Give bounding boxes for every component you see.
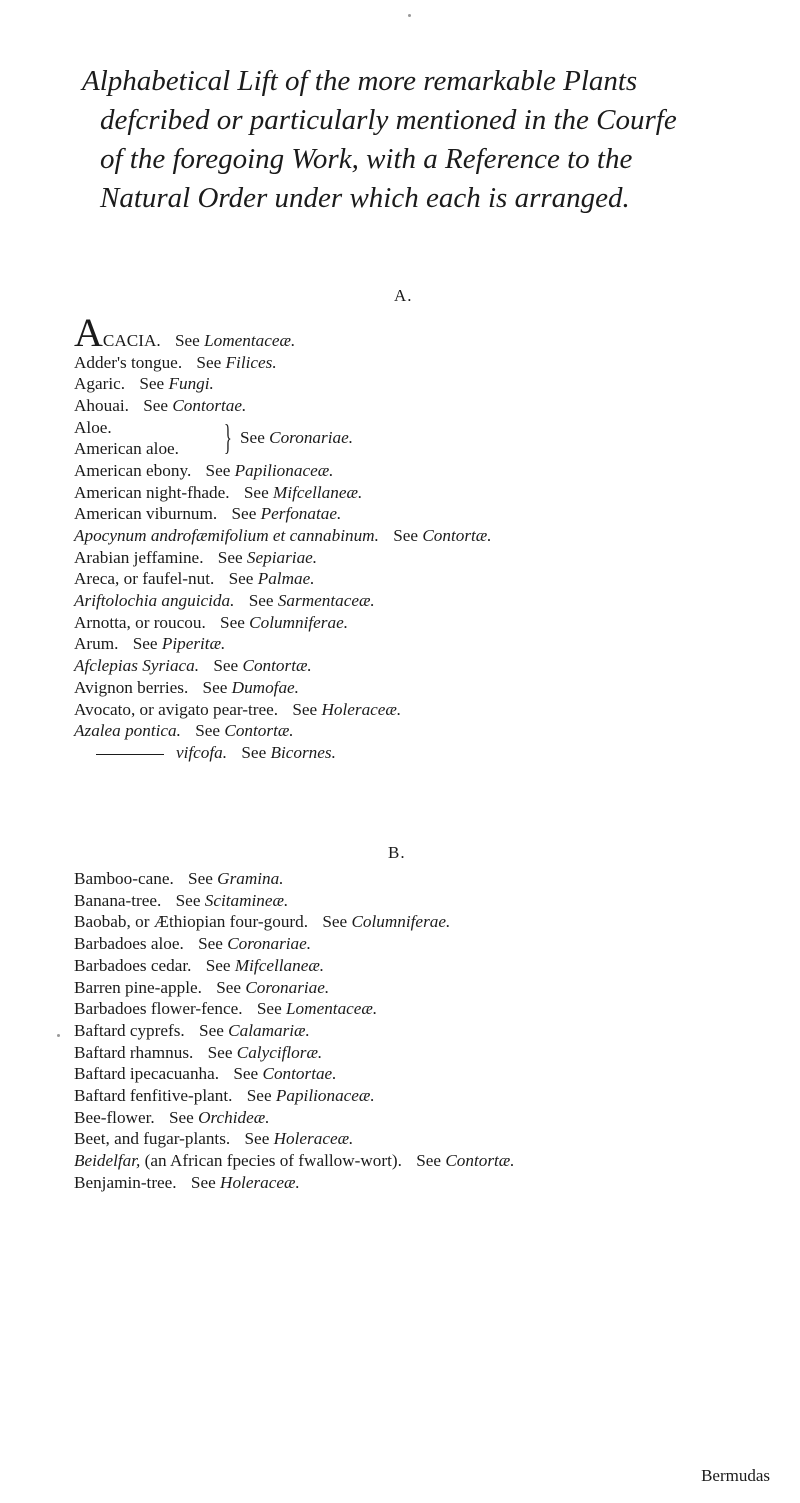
paper-speck: [408, 14, 411, 17]
list-item: Arum. See Piperitæ.: [74, 634, 226, 654]
entry-order: Dumofae.: [231, 677, 299, 697]
list-item: Avignon berries. See Dumofae.: [74, 677, 299, 697]
entry-name: Ariftolochia anguicida.: [74, 591, 235, 611]
entry-order: Sepiariae.: [246, 547, 318, 567]
entry-name: Azalea pontica.: [74, 721, 181, 741]
entry-name: vifcofa.: [176, 742, 228, 762]
list-item: vifcofa. See Bicornes.: [74, 742, 774, 764]
list-item: Bee-flower. See Orchideæ.: [74, 1107, 270, 1127]
bracketed-entry: Aloe. American aloe. } See Coronariae.: [74, 416, 353, 458]
entry-name: Avignon berries.: [74, 677, 189, 697]
title-line: of the foregoing Work, with a Reference to the: [100, 143, 633, 175]
entry-name: American viburnum.: [74, 504, 218, 524]
entry-order: Contortae.: [172, 396, 247, 416]
paper-speck: [57, 1034, 60, 1037]
entry-order: Contortæ.: [445, 1151, 515, 1171]
entry-order: Lomentaceæ.: [286, 999, 378, 1019]
title-line: defcribed or particularly mentioned in the Courfe: [100, 104, 677, 136]
entry-name: Ahouai.: [74, 396, 129, 416]
entry-order: Mifcellaneæ.: [273, 482, 363, 502]
title-line: Alphabetical Lift of the more remarkable Plants: [82, 65, 638, 97]
entry-order: Coronariae.: [269, 427, 353, 447]
entry-name: Adder's tongue.: [74, 352, 183, 372]
list-item: Beet, and fugar-plants. See Holeraceæ.: [74, 1129, 354, 1149]
list-item: Areca, or faufel-nut. See Palmae.: [74, 569, 315, 589]
list-item: Barbadoes flower-fence. See Lomentaceæ.: [74, 999, 378, 1019]
entry-name: Agaric.: [74, 374, 126, 394]
catchword: Bermudas: [701, 1466, 770, 1485]
entry-order: Holeraceæ.: [273, 1129, 354, 1149]
list-item: Avocato, or avigato pear-tree. See Holeraceæ.: [74, 699, 402, 719]
entry-name: Barbadoes cedar.: [74, 955, 192, 975]
entry-name: Baftard fenfitive-plant.: [74, 1086, 233, 1106]
entry-order: Holeraceæ.: [321, 699, 402, 719]
ditto-dash: [96, 754, 164, 755]
entry-order: Columniferae.: [249, 612, 348, 632]
list-item: Arnotta, or roucou. See Columniferae.: [74, 612, 348, 632]
entry-name: Areca, or faufel-nut.: [74, 569, 215, 589]
entry-order: Piperitæ.: [161, 634, 226, 654]
entry-order: Calamariæ.: [228, 1020, 310, 1040]
entry-order: Columniferae.: [351, 912, 451, 932]
list-item: American night-fhade. See Mifcellaneæ.: [74, 482, 363, 502]
section-heading-a: A.: [394, 286, 413, 305]
section-a-entries: [74, 310, 774, 764]
entry-name: Barren pine-apple.: [74, 977, 202, 997]
list-item: Baftard cyprefs. See Calamariæ.: [74, 1020, 310, 1040]
list-item: Agaric. See Fungi.: [74, 374, 214, 394]
title-line: Natural Order under which each is arranged.: [100, 182, 630, 214]
list-item: Baftard ipecacuanha. See Contortae.: [74, 1064, 337, 1084]
list-item: Adder's tongue. See Filices.: [74, 352, 277, 372]
list-item: American viburnum. See Perfonatae.: [74, 504, 342, 524]
brace-icon: }: [224, 416, 232, 457]
list-item: Afclepias Syriaca. See Contortæ.: [74, 656, 312, 676]
entry-order: Calycifloræ.: [236, 1042, 323, 1062]
entry-order: Contortæ.: [422, 525, 492, 545]
list-item: Ahouai. See Contortae.: [74, 396, 247, 416]
entry-order: Gramina.: [217, 869, 284, 888]
list-item: ACACIA. See Lomentaceæ.: [74, 310, 296, 355]
entry-name: Bee-flower.: [74, 1107, 155, 1127]
list-item: Banana-tree. See Scitamineæ.: [74, 890, 289, 910]
entry-name: Benjamin-tree.: [74, 1172, 177, 1192]
entry-order: Coronariae.: [245, 977, 330, 997]
entry-order: Coronariae.: [227, 934, 312, 954]
entry-name: American ebony.: [74, 460, 192, 480]
entry-name: Banana-tree.: [74, 890, 162, 910]
entry-order: Fungi.: [168, 374, 214, 394]
list-item: Arabian jeffamine. See Sepiariae.: [74, 547, 318, 567]
list-item: American ebony. See Papilionaceæ.: [74, 460, 334, 480]
entry-name: Aloe.: [74, 417, 112, 437]
entry-order: Scitamineæ.: [204, 890, 289, 910]
entry-name: Arnotta, or roucou.: [74, 612, 206, 632]
entry-name: Baftard cyprefs.: [74, 1020, 185, 1040]
entry-name: Arum.: [74, 634, 119, 654]
entry-name: CACIA.: [102, 331, 161, 350]
entry-order: Holeraceæ.: [220, 1172, 300, 1192]
list-item: Benjamin-tree. See Holeraceæ.: [74, 1172, 300, 1192]
list-item: Baftard fenfitive-plant. See Papilionaceæ.: [74, 1086, 375, 1106]
entry-name: American night-fhade.: [74, 482, 230, 502]
entry-name: Barbadoes flower-fence.: [74, 999, 243, 1019]
entry-name: Arabian jeffamine.: [74, 547, 204, 567]
entry-name: American aloe.: [74, 438, 179, 458]
entry-order: Orchideæ.: [198, 1107, 270, 1127]
list-item: Baftard rhamnus. See Calycifloræ.: [74, 1042, 323, 1062]
entry-name: Afclepias Syriaca.: [74, 656, 200, 676]
entry-order: Sarmentaceæ.: [277, 591, 375, 611]
entry-name: Bamboo-cane.: [74, 869, 174, 888]
list-item: Beidelfar, (an African fpecies of fwallow-wort). See Contortæ.: [74, 1151, 515, 1171]
entry-order: Perfonatae.: [260, 504, 342, 524]
list-item: Bamboo-cane. See Gramina.: [74, 869, 284, 888]
entry-name: Avocato, or avigato pear-tree.: [74, 699, 279, 719]
entry-name: Baobab, or Æthiopian four-gourd.: [74, 912, 309, 932]
list-item: Barren pine-apple. See Coronariae.: [74, 977, 330, 997]
section-heading-b: B.: [388, 843, 406, 862]
entry-order: Papilionaceæ.: [275, 1086, 375, 1106]
entry-name: Baftard ipecacuanha.: [74, 1064, 220, 1084]
entry-order: Contortæ.: [242, 656, 312, 676]
entry-order: Papilionaceæ.: [234, 460, 334, 480]
entry-order: Lomentaceæ.: [204, 331, 296, 350]
entry-note: (an African fpecies of fwallow-wort).: [144, 1151, 402, 1171]
entry-name: Barbadoes aloe.: [74, 934, 184, 954]
entry-order: Mifcellaneæ.: [234, 955, 325, 975]
entry-order: Bicornes.: [270, 742, 336, 762]
list-item: Barbadoes cedar. See Mifcellaneæ.: [74, 955, 325, 975]
list-item: Apocynum androfæmifolium et cannabinum. See Contortæ.: [74, 525, 492, 545]
page-title: [82, 62, 782, 218]
list-item: Barbadoes aloe. See Coronariae.: [74, 934, 312, 954]
entry-name: Beet, and fugar-plants.: [74, 1129, 231, 1149]
entry-name: Baftard rhamnus.: [74, 1042, 194, 1062]
entry-order: Filices.: [225, 352, 277, 372]
drop-initial: A: [74, 310, 103, 355]
list-item: Baobab, or Æthiopian four-gourd. See Columniferae.: [74, 912, 451, 932]
entry-name: Beidelfar,: [74, 1151, 141, 1171]
entry-order: Palmae.: [257, 569, 315, 589]
section-b-entries: [74, 868, 774, 1194]
list-item: Azalea pontica. See Contortæ.: [74, 721, 294, 741]
list-item: Ariftolochia anguicida. See Sarmentaceæ.: [74, 591, 375, 611]
entry-order: Contortæ.: [224, 721, 294, 741]
entry-order: Contortae.: [262, 1064, 337, 1084]
entry-name: Apocynum androfæmifolium et cannabinum.: [74, 525, 379, 545]
